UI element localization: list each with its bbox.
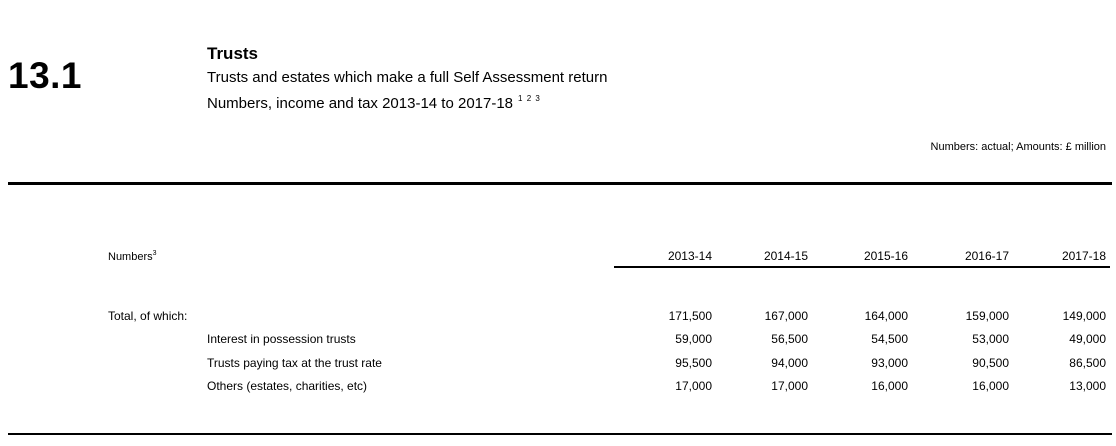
table-cell: 16,000 bbox=[871, 379, 908, 393]
subtitle: Trusts and estates which make a full Self Assessment return bbox=[207, 69, 608, 86]
table-number: 13.1 bbox=[8, 55, 83, 96]
bottom-rule bbox=[8, 433, 1112, 435]
section-label-text: Numbers bbox=[108, 251, 153, 263]
section-label bbox=[108, 247, 157, 264]
year-header: 2017-18 bbox=[1061, 249, 1106, 263]
table-cell: 93,000 bbox=[871, 356, 908, 370]
row-label-trust-rate: Trusts paying tax at the trust rate bbox=[207, 356, 382, 370]
section-footnote: 3 bbox=[152, 250, 157, 257]
table-cell: 94,000 bbox=[771, 356, 808, 370]
year-header: 2016-17 bbox=[964, 249, 1009, 263]
table-cell: 53,000 bbox=[972, 332, 1009, 346]
top-rule bbox=[8, 182, 1112, 185]
year-header: 2015-16 bbox=[863, 249, 908, 263]
table-cell: 90,500 bbox=[972, 356, 1009, 370]
table-cell: 17,000 bbox=[675, 379, 712, 393]
table-cell: 171,500 bbox=[668, 309, 712, 323]
table-cell: 16,000 bbox=[972, 379, 1009, 393]
row-label-others: Others (estates, charities, etc) bbox=[207, 379, 368, 393]
header-rule bbox=[614, 266, 1110, 268]
page-title: Trusts bbox=[207, 44, 259, 63]
table-cell: 167,000 bbox=[764, 309, 808, 323]
row-label-interest-in-possession: Interest in possession trusts bbox=[207, 332, 356, 346]
table-cell: 86,500 bbox=[1069, 356, 1106, 370]
table-cell: 56,500 bbox=[771, 332, 808, 346]
table-cell: 159,000 bbox=[965, 309, 1009, 323]
year-header: 2013-14 bbox=[667, 249, 712, 263]
table-cell: 59,000 bbox=[675, 332, 712, 346]
table-cell: 17,000 bbox=[771, 379, 808, 393]
year-header: 2014-15 bbox=[763, 249, 808, 263]
table-cell: 54,500 bbox=[871, 332, 908, 346]
table-cell: 49,000 bbox=[1069, 332, 1106, 346]
table-cell: 149,000 bbox=[1062, 309, 1106, 323]
subtitle-footnotes: 1 2 3 bbox=[518, 94, 541, 103]
units-note: Numbers: actual; Amounts: £ million bbox=[930, 141, 1106, 153]
subtitle-period-text: Numbers, income and tax 2013-14 to 2017-18 bbox=[207, 95, 514, 112]
subtitle-period bbox=[207, 89, 541, 113]
table-cell: 95,500 bbox=[675, 356, 712, 370]
table-cell: 13,000 bbox=[1069, 379, 1106, 393]
row-label-total: Total, of which: bbox=[108, 309, 188, 323]
table-cell: 164,000 bbox=[864, 309, 908, 323]
